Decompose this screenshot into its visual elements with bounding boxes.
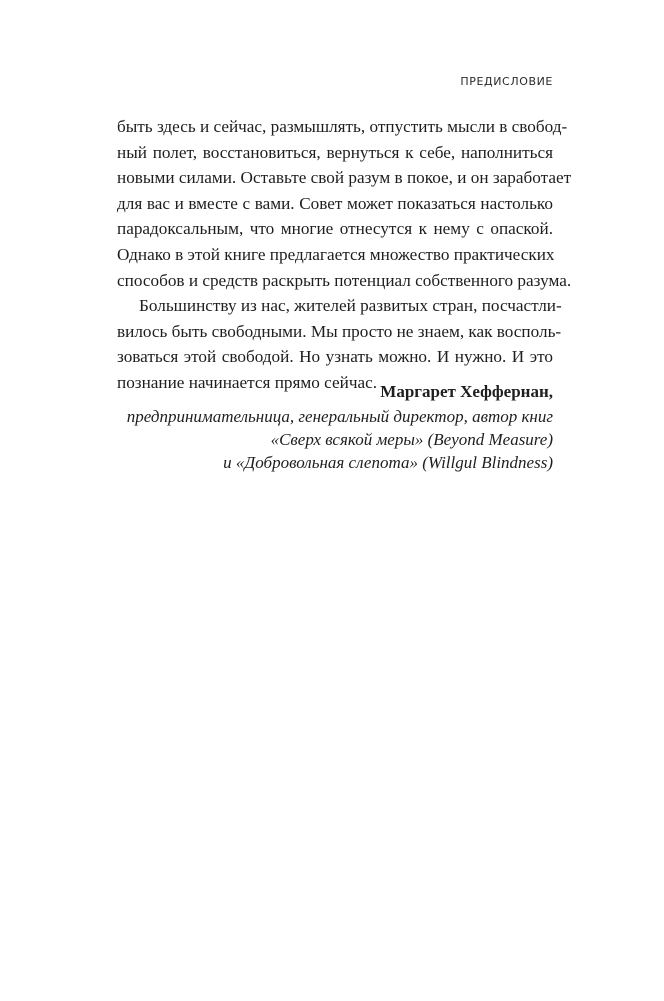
author-description: предпринимательница, генеральный директор, автор книг xyxy=(126,407,553,426)
author-book-2: и «Добровольная слепота» (Willgul Blindness) xyxy=(223,453,553,472)
text-line: вилось быть свободными. Мы просто не знаем, как восполь- xyxy=(117,321,562,341)
author-book-1: «Сверх всякой меры» (Beyond Measure) xyxy=(270,430,553,449)
paragraph-1 xyxy=(117,114,572,293)
text-line: зоваться этой свободой. Но узнать можно. И нужно. И это xyxy=(117,347,553,367)
author-name: Маргарет Хеффернан, xyxy=(380,382,553,401)
text-line: парадоксальным, что многие отнесутся к нему с опаской. xyxy=(117,219,553,239)
text-line: Большинству из нас, жителей развитых стран, посчастли- xyxy=(139,296,562,316)
body-text xyxy=(117,114,572,396)
text-line: для вас и вместе с вами. Совет может показаться настолько xyxy=(117,193,553,213)
text-line: Однако в этой книге предлагается множество практических xyxy=(117,244,555,264)
text-line: быть здесь и сейчас, размышлять, отпустить мысли в свобод- xyxy=(117,117,568,136)
text-line: способов и средств раскрыть потенциал собственного разума. xyxy=(117,270,572,290)
text-line: ный полет, восстановиться, вернуться к себе, наполниться xyxy=(117,142,553,162)
text-line: познание начинается прямо сейчас. xyxy=(117,372,378,392)
running-header: ПРЕДИСЛОВИЕ xyxy=(460,75,553,88)
signature-block xyxy=(127,379,553,474)
text-line: новыми силами. Оставьте свой разум в покое, и он заработает xyxy=(117,168,572,188)
